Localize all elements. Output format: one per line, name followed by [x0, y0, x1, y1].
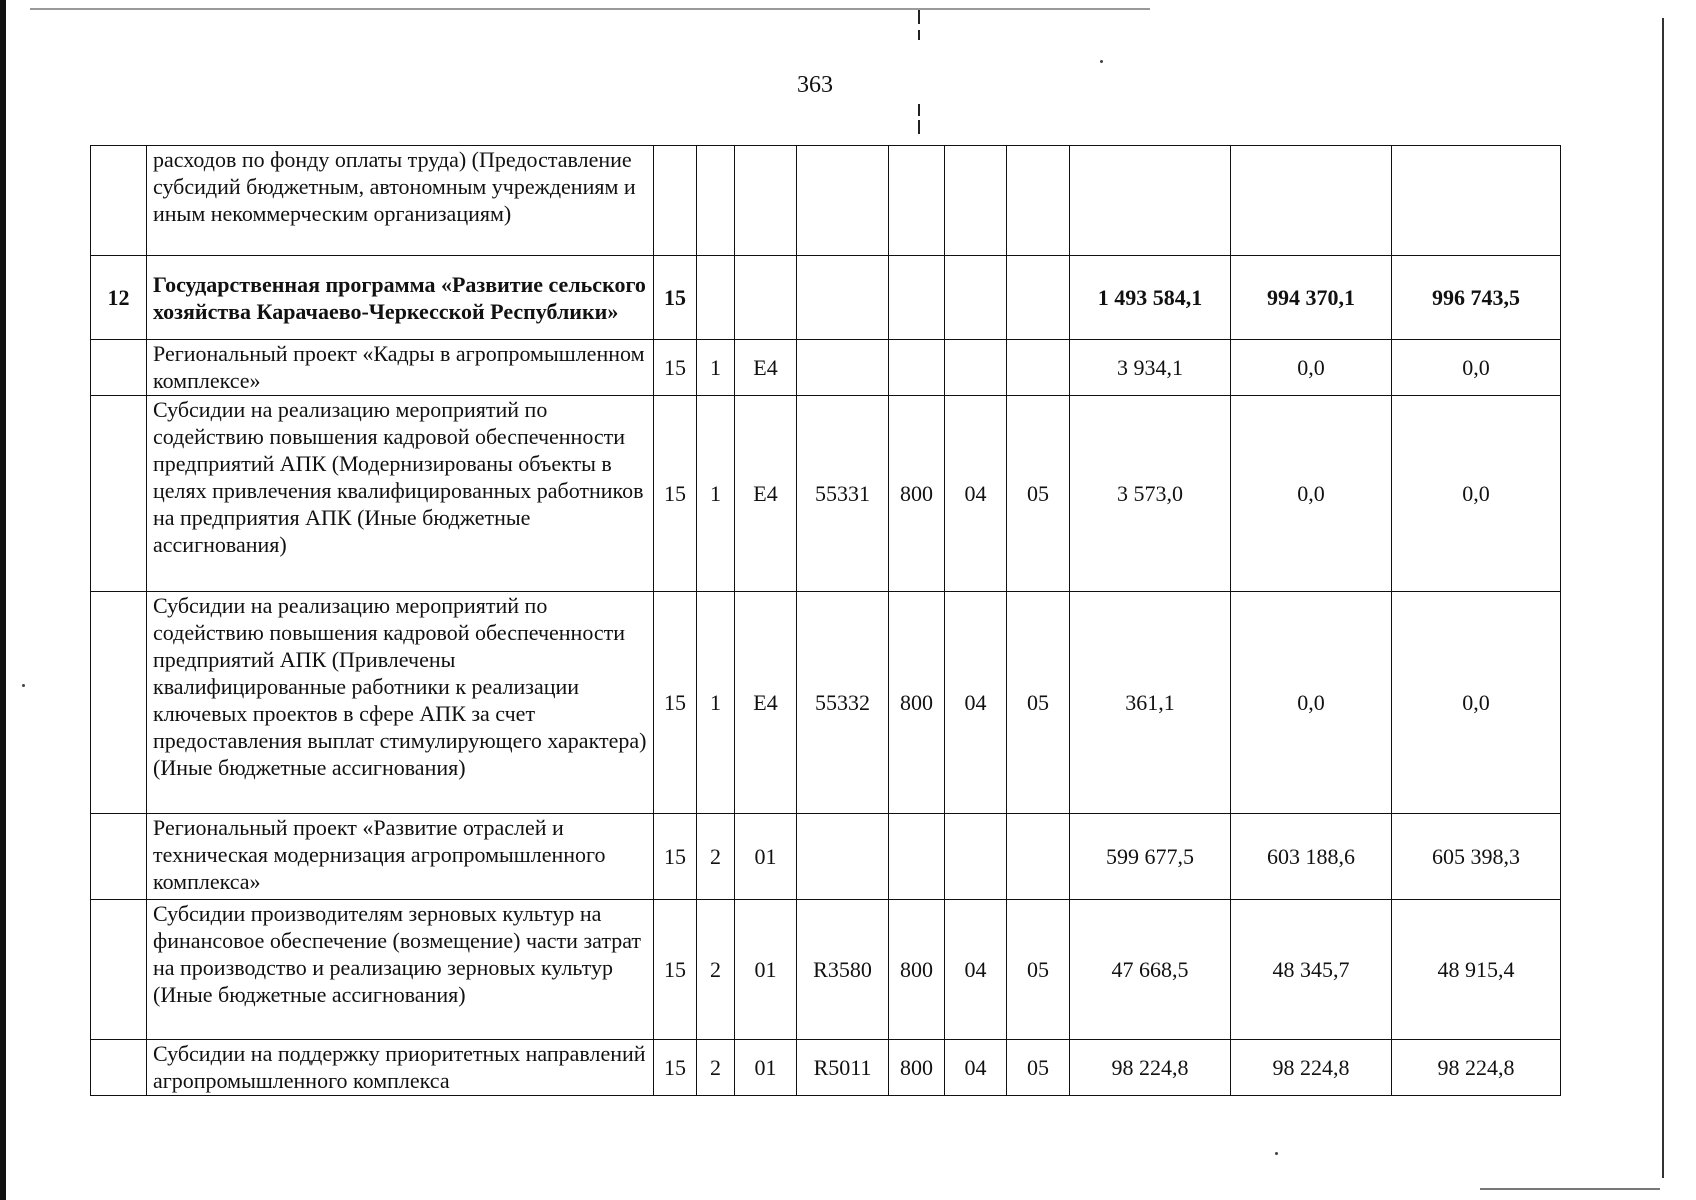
- cell-direction-code: R3580: [797, 900, 889, 1040]
- cell-amount-2: 48 345,7: [1231, 900, 1392, 1040]
- cell-subsection: 05: [1007, 592, 1070, 814]
- cell-project-code: 01: [735, 1040, 797, 1096]
- cell-amount-2: 0,0: [1231, 396, 1392, 592]
- cell-name: Субсидии на реализацию мероприятий по содействию повышения кадровой обеспеченности предприятий АПК (Модернизированы объекты в целях привлечения квалифицированных работников на предприятия АПК (Иные бюджетные ассигнования): [147, 396, 654, 592]
- cell-amount-2: 603 188,6: [1231, 814, 1392, 900]
- cell-direction-code: [797, 256, 889, 340]
- cell-amount-3: 48 915,4: [1392, 900, 1561, 1040]
- cell-subprogram-code: 1: [697, 396, 735, 592]
- table-row: [91, 396, 1561, 592]
- fold-mark: [918, 10, 920, 24]
- cell-name: расходов по фонду оплаты труда) (Предоставление субсидий бюджетным, автономным учреждениям и иным некоммерческим организациям): [147, 146, 654, 256]
- cell-program-code: [654, 146, 697, 256]
- cell-subprogram-code: 1: [697, 340, 735, 396]
- scan-speck: [1275, 1152, 1278, 1155]
- cell-amount-1: [1070, 146, 1231, 256]
- cell-project-code: [735, 146, 797, 256]
- cell-expense-type: 800: [889, 396, 945, 592]
- table-row: [91, 146, 1561, 256]
- page-number: 363: [797, 72, 833, 98]
- cell-subprogram-code: [697, 146, 735, 256]
- budget-table: [90, 145, 1561, 1096]
- cell-amount-3: 0,0: [1392, 592, 1561, 814]
- cell-project-code: [735, 256, 797, 340]
- cell-name: Субсидии на реализацию мероприятий по содействию повышения кадровой обеспеченности предприятий АПК (Привлечены квалифицированные работники к реализации ключевых проектов в сфере АПК за счет предоставления выплат стимулирующего характера) (Иные бюджетные ассигнования): [147, 592, 654, 814]
- cell-expense-type: 800: [889, 592, 945, 814]
- cell-amount-3: [1392, 146, 1561, 256]
- cell-amount-3: 996 743,5: [1392, 256, 1561, 340]
- cell-amount-1: 3 934,1: [1070, 340, 1231, 396]
- cell-subprogram-code: 1: [697, 592, 735, 814]
- cell-amount-2: 994 370,1: [1231, 256, 1392, 340]
- fold-mark: [918, 120, 920, 134]
- table-row: [91, 1040, 1561, 1096]
- cell-num: 12: [91, 256, 147, 340]
- cell-subsection: [1007, 340, 1070, 396]
- table-row: [91, 592, 1561, 814]
- cell-section: [945, 146, 1007, 256]
- cell-amount-2: 98 224,8: [1231, 1040, 1392, 1096]
- cell-expense-type: [889, 340, 945, 396]
- cell-project-code: Е4: [735, 340, 797, 396]
- cell-section: [945, 256, 1007, 340]
- cell-program-code: 15: [654, 396, 697, 592]
- cell-subsection: 05: [1007, 900, 1070, 1040]
- cell-num: [91, 340, 147, 396]
- cell-amount-3: 0,0: [1392, 340, 1561, 396]
- cell-num: [91, 146, 147, 256]
- cell-num: [91, 1040, 147, 1096]
- cell-section: [945, 340, 1007, 396]
- cell-program-code: 15: [654, 1040, 697, 1096]
- cell-section: 04: [945, 592, 1007, 814]
- cell-num: [91, 814, 147, 900]
- table-row: [91, 814, 1561, 900]
- cell-expense-type: 800: [889, 1040, 945, 1096]
- cell-amount-3: 605 398,3: [1392, 814, 1561, 900]
- cell-amount-1: 599 677,5: [1070, 814, 1231, 900]
- cell-section: 04: [945, 900, 1007, 1040]
- scan-top-line: [30, 8, 1150, 10]
- cell-amount-2: [1231, 146, 1392, 256]
- cell-expense-type: [889, 814, 945, 900]
- cell-name: Региональный проект «Развитие отраслей и техническая модернизация агропромышленного комплекса»: [147, 814, 654, 900]
- cell-amount-1: 361,1: [1070, 592, 1231, 814]
- scan-bottom-line: [1480, 1188, 1660, 1190]
- cell-amount-3: 0,0: [1392, 396, 1561, 592]
- fold-mark: [918, 104, 920, 116]
- table-row: [91, 340, 1561, 396]
- cell-project-code: 01: [735, 900, 797, 1040]
- cell-direction-code: 55332: [797, 592, 889, 814]
- cell-subsection: [1007, 146, 1070, 256]
- cell-num: [91, 592, 147, 814]
- scan-edge-right: [1662, 18, 1664, 1178]
- cell-subprogram-code: [697, 256, 735, 340]
- cell-program-code: 15: [654, 814, 697, 900]
- cell-amount-1: 3 573,0: [1070, 396, 1231, 592]
- scan-edge-left: [0, 0, 6, 1200]
- cell-program-code: 15: [654, 256, 697, 340]
- cell-num: [91, 396, 147, 592]
- fold-mark: [918, 30, 920, 40]
- cell-section: 04: [945, 396, 1007, 592]
- cell-expense-type: 800: [889, 900, 945, 1040]
- cell-program-code: 15: [654, 900, 697, 1040]
- cell-direction-code: [797, 146, 889, 256]
- cell-subprogram-code: 2: [697, 1040, 735, 1096]
- cell-name: Государственная программа «Развитие сельского хозяйства Карачаево-Черкесской Республики»: [147, 256, 654, 340]
- cell-project-code: Е4: [735, 396, 797, 592]
- cell-direction-code: 55331: [797, 396, 889, 592]
- cell-amount-1: 98 224,8: [1070, 1040, 1231, 1096]
- cell-name: Субсидии производителям зерновых культур на финансовое обеспечение (возмещение) части затрат на производство и реализацию зерновых культур (Иные бюджетные ассигнования): [147, 900, 654, 1040]
- cell-direction-code: [797, 814, 889, 900]
- cell-expense-type: [889, 256, 945, 340]
- cell-expense-type: [889, 146, 945, 256]
- table-row: [91, 256, 1561, 340]
- scan-speck: [1100, 60, 1103, 63]
- cell-project-code: 01: [735, 814, 797, 900]
- cell-direction-code: R5011: [797, 1040, 889, 1096]
- cell-subsection: 05: [1007, 396, 1070, 592]
- cell-amount-1: 47 668,5: [1070, 900, 1231, 1040]
- scan-speck: [22, 684, 25, 687]
- cell-amount-2: 0,0: [1231, 340, 1392, 396]
- cell-direction-code: [797, 340, 889, 396]
- cell-subsection: 05: [1007, 1040, 1070, 1096]
- cell-section: [945, 814, 1007, 900]
- table-row: [91, 900, 1561, 1040]
- cell-subsection: [1007, 256, 1070, 340]
- cell-subprogram-code: 2: [697, 900, 735, 1040]
- cell-num: [91, 900, 147, 1040]
- cell-amount-1: 1 493 584,1: [1070, 256, 1231, 340]
- cell-amount-3: 98 224,8: [1392, 1040, 1561, 1096]
- cell-program-code: 15: [654, 340, 697, 396]
- cell-name: Субсидии на поддержку приоритетных направлений агропромышленного комплекса: [147, 1040, 654, 1096]
- cell-program-code: 15: [654, 592, 697, 814]
- cell-name: Региональный проект «Кадры в агропромышленном комплексе»: [147, 340, 654, 396]
- cell-section: 04: [945, 1040, 1007, 1096]
- cell-subprogram-code: 2: [697, 814, 735, 900]
- cell-project-code: Е4: [735, 592, 797, 814]
- cell-subsection: [1007, 814, 1070, 900]
- cell-amount-2: 0,0: [1231, 592, 1392, 814]
